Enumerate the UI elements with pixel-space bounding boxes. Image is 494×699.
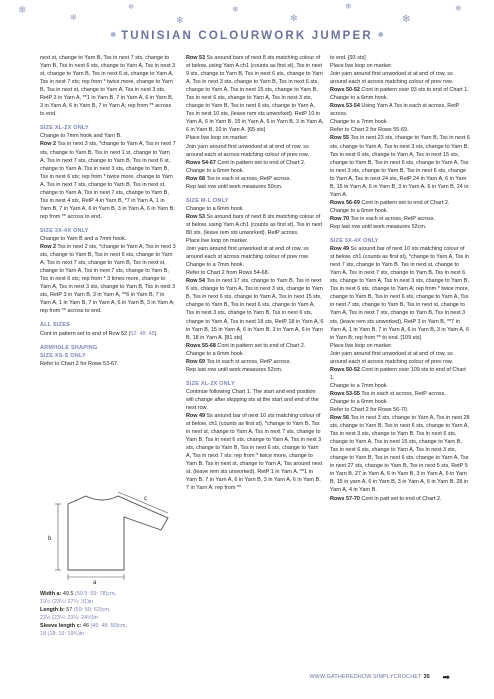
page-footer: [0, 672, 494, 684]
measurement-width-in: 19½ (23¼: 27¼: 31)in: [40, 599, 94, 606]
row-label: Row 2: [40, 244, 57, 251]
column-2: [186, 54, 324, 492]
paragraph: [186, 358, 324, 366]
paragraph: [330, 199, 470, 207]
row-text: Tss in each st across, RetP across.: [359, 390, 446, 397]
row-label: Row 2: [40, 141, 57, 148]
paragraph: [330, 414, 470, 494]
snowflake-icon: ❄: [345, 2, 352, 11]
label-b: b: [48, 536, 52, 542]
paragraph: Change to a 7mm hook.: [330, 382, 389, 389]
paragraph: [40, 330, 176, 338]
snowflake-icon: ❄: [232, 5, 239, 14]
paragraph: [186, 277, 324, 341]
paragraph: [330, 86, 470, 94]
row-label: Rows 57-70: [330, 495, 360, 502]
size-values: (46: 48: 50)cm,: [88, 623, 128, 630]
paragraph: Join yarn around first unworked st at end of row, ss around each st across matching colour of prev row.: [186, 246, 310, 261]
label-c: c: [144, 496, 147, 502]
row-label: Row 68: [186, 175, 206, 182]
paragraph: Place live loop on marker.: [186, 135, 249, 142]
schematic-svg: [40, 484, 178, 584]
paragraph: Refer to Chart 2 for Rows 53-67.: [40, 360, 119, 367]
paragraph: Refer to Chart 2 for Rows 56-70.: [330, 407, 409, 414]
paragraph: to end. [93 sts]: [330, 55, 366, 61]
row-text: Cont in pattern set to end of Chart 2.: [215, 159, 306, 166]
snowflake-icon: ❄: [377, 32, 384, 39]
footer-url: [309, 674, 430, 680]
paragraph: Join yarn around first unworked st at end of row, ss around each st across matching colour of prev row.: [330, 350, 454, 365]
row-label: Row 53: [186, 213, 206, 220]
paragraph: next st, change to Yarn B, Tss in next 7 sts, change to Yarn B, Tss in next 6 sts, change to Yarn A, Tss in next 3 st, change to Yarn B, Tss in next 6 st, change to Yarn A, Tss in next 7 sts; rep from * twice more, change to Yarn B, Tss in next st, change to Yarn A, Tss in next 3 sts, RetP 3 in Yarn A, **1 in Yarn B, 7 in Yarn A, 6 in Yarn B, 3 in Yarn A, 6 in Yarn B, 7 in Yarn A; rep from ** across to end.: [40, 55, 176, 118]
paragraph: [186, 342, 324, 350]
row-label: Rows 55-68: [186, 342, 216, 349]
snowflake-icon: ✻: [290, 13, 298, 23]
text: Cont in pattern set to end of Row 52 (: [40, 330, 131, 337]
paragraph: Rep last row until work measures 52cm.: [186, 366, 283, 373]
value: 46: [82, 623, 89, 630]
row-text: Cont in pattern set to end of Chart 2.: [359, 199, 450, 206]
row-text: Tss in next 3 sts, change to Yarn A, Tss in next 28 sts, change to Yarn B, Tss in next 6 sts, change to Yarn A, Tss in next 3 sts, change to Yarn B, Tss in next 6 sts, change to Yarn A, Tss in next 15 sts, change to Yarn B, Tss in next 6 sts, change to Yarn A, Tss in next 3 sts, change to Yarn B, Tss in next 6 sts, change to Yarn A, Tss in next 27 sts, change to Yarn B, Tss in next 5 sts, RetP 5 in Yarn B, 27 in Yarn A, 6 in Yarn B, 3 in Yarn A, 6 in Yarn B, 15 in yarn A, 6 in Yarn B, 3 in Yarn A, 6 in Yarn B, 28 in Yarn A, 4 in Yarn B.: [330, 415, 470, 494]
section-heading: SIZE 3X-4X ONLY: [40, 227, 89, 234]
measurement-length-in: 22½ (23¼: 23¼: 24½)in: [40, 615, 98, 622]
row-text: Tss in next 17 sts, change to Yarn B, Tss in next 6 sts, change to Yarn A, Tss in next 3 sts, change to Yarn B, Tss in next 6 sts, change to Yarn A, Tss in next 15 sts, change to Yarn B, Tss in next 6 sts, change to Yarn A, Tss in next 3 sts, change to Yarn B, Tss in next 6 sts, change to Yarn A, Tss in next 18 sts, RetP 18 in Yarn A, 6 in Yarn B, 15 in Yarn A, 6 in Yarn B, 3 in Yarn A, 6 in Yarn B, 18 in Yarn A. [81 sts]: [186, 278, 324, 341]
section-heading: SIZE XL-2X ONLY: [186, 380, 235, 387]
snowflake-icon: ✻: [402, 14, 411, 25]
section-heading: SIZE 3X-4X ONLY: [330, 238, 379, 245]
snowflake-icon: ❄: [455, 4, 462, 13]
size-values: (59: 59: 62)cm,: [72, 607, 111, 614]
paragraph: Rep last row until work measures 50cm.: [186, 183, 283, 190]
label-a: a: [93, 580, 97, 584]
row-label: Rows 50-52: [330, 87, 360, 94]
arrow-right-icon: ➡: [442, 672, 450, 682]
paragraph: Change to a 7mm hook.: [186, 262, 245, 269]
value: 57: [66, 607, 73, 614]
row-text: Ss around bar of next 10 sts matching colour of st below, ch1 (counts as first st), *change to Yarn A, Tss in next 7 sts, change to Yarn B, Tss in next st, change to Yarn A, Tss in next 7 sts, change to Yarn B, Tss in next 6 sts, change to Yarn A, Tss in next 3 sts, change to Yarn B, Tss in next 6 sts, change to Yarn A; rep from * twice more, change to Yarn B, Tss in next 6 sts, change to Yarn A, Tss in next 7 sts, change to Yarn B, Tss in next st, change to Yarn A, Tss in next 7 sts, change to Yarn B, Tss in next 3 sts, (leave rem sts unworked), RetP 3 in Yarn B, **7 in Yarn A, 1 in Yarn B, 7 in Yarn A, 6 in Yarn B, 3 in Yarn A, 6 in Yarn B; rep from ** to end. [109 sts]: [330, 246, 470, 341]
measurement-sleeve-in: 18 (18: 19: 19¾)in: [40, 631, 85, 638]
row-text: Tss in each st across, RetP across.: [205, 358, 291, 365]
row-text: Ss around bars of next 8 sts matching colour of st below, using Yarn A ch1 (counts as first st), Tss in next 9 sts, change to Yarn B, Tss in next 6 sts, change to Yarn A, Tss in next 3 sts, change to Yarn B, Tss in next 6 sts, change to Yarn A, Tss in next 15 sts, change to Yarn B, Tss in next 6 sts, change to Yarn A, Tss in next 3 sts, change to Yarn B, Tss in next 6 sts, change to Yarn A, Tss in next 10 sts, (leave rem sts unworked). RetP 10 in Yarn A, 6 in Yarn B, 15 in Yarn A, 6 in Yarn B, 3 in Yarn A, 6 in Yarn B, 10 in Yarn A. [65 sts]: [186, 55, 324, 134]
paragraph: [330, 102, 470, 118]
label: Width a:: [40, 591, 63, 597]
paragraph: Change to Yarn B and a 7mm hook.: [40, 235, 127, 242]
paragraph: Place live loop on marker.: [186, 238, 249, 245]
snowflake-icon: ❄: [18, 5, 27, 16]
row-label: Rows 53-55: [330, 390, 360, 397]
paragraph: [40, 140, 176, 220]
row-text: Cont in pattern set to end of Chart 2.: [215, 342, 306, 349]
row-text: Tss in next 3 sts, *change to Yarn A, Tss in next 7 sts, change to Yarn B, Tss in next 1 st, change to Yarn A, Tss in next 7 sts, change to Yarn B, Tss in next 6 st, change to Yarn A, Tss in next 3 sts, change to Yarn B, Tss in next 6 sts; rep from * twice more, change to Yarn A, Tss in next 7 sts, change to Yarn B, Tss in next st, change to Yarn A, Tss in next 7 sts, change to Yarn B, Tss in next 4 sts, RetP 4 in Yarn B, *7 in Yarn A, 1 in Yarn B, 7 in Yarn A, 6 in Yarn B, 3 in Yarn A, 6 in Yarn B; rep from ** across to end.: [40, 141, 176, 220]
snowflake-icon: ✻: [176, 15, 184, 25]
page-header: [0, 30, 494, 42]
paragraph: Change to a 6mm hook.: [330, 95, 389, 102]
paragraph: [40, 243, 176, 315]
column-3: [330, 54, 470, 503]
paragraph: [330, 134, 470, 198]
label: Length b:: [40, 607, 67, 614]
paragraph: Change to a 7mm hook.: [330, 119, 389, 126]
section-heading: SIZE M-L ONLY: [186, 197, 229, 204]
row-label: Row 69: [186, 358, 206, 365]
section-heading: SIZE XL-2X ONLY: [40, 125, 89, 132]
row-label: Row 55: [330, 135, 350, 142]
header-title: TUNISIAN COLOURWORK JUMPER: [121, 30, 373, 42]
row-label: Rows 56-69: [330, 199, 360, 206]
row-text: Tss in next 2 sts, *change to Yarn A, Tss in next 3 sts, change to Yarn B, Tss in next 6 sts, change to Yarn A, Tss in next 7 sts, change to Yarn B, Tss in next st, change to Yarn A, Tss in next 7 sts, change to Yarn B, Tss in next 6 sts; rep from * 3 times more, change to Yarn A, Tss in next 3 sts, change to Yarn B, Tss in next 3 sts, RetP 3 in Yarn B, 3 in Yarn A, **6 in Yarn B, 7 in Yarn A, 1 in Yarn B, 7 in Yarn A, 6 in Yarn B, 3 in Yarn A; rep from ** across to end.: [40, 244, 176, 315]
row-text: Ss around bar of next 10 sts matching colour of st below, ch1 (counts as first st), *change to Yarn B, Tss in next st, change to Yarn A, Tss in next 7 sts, change to Yarn B, Tss in next 6 sts, change to Yarn A, Tss in next 3 sts, change to Yarn B, Tss in next 6 sts, change to Yarn A, Tss in next 7 sts; rep from * twice more, change to Yarn B, Tss in next st, change to Yarn A, Tss around next st, (leave rem sts unworked), RetP 1 in Yarn A, **1 in Yarn B, 7 in Yarn A, 6 in Yarn B, 3 in Yarn A, 6 in Yarn B, 7 in Yarn A; rep from **: [186, 413, 323, 492]
paragraph: [330, 390, 470, 398]
measurement-sleeve: [40, 622, 176, 630]
paragraph: [330, 495, 470, 503]
paragraph: [186, 159, 324, 167]
row-label: Row 53: [186, 55, 206, 61]
paragraph: Change to 7mm hook and Yarn B.: [40, 133, 122, 140]
column-1: [40, 54, 176, 368]
paragraph: Join yarn around first unworked st at end of row, ss around each st across matching colour of prev row.: [330, 71, 454, 86]
row-text: Tss in each st across, RetP across.: [349, 215, 435, 222]
section-heading: ALL SIZES: [40, 322, 70, 329]
row-label: Row 70: [330, 215, 350, 222]
paragraph: Change to a 6mm hook.: [186, 205, 245, 212]
row-text: Cont in pattern over 109 sts to end of Chart 1.: [330, 366, 466, 381]
paragraph: Continue following Chart 1. The start and end position will change after skipping sts at the start and end of the next row.: [186, 388, 319, 411]
row-label: Row 54: [186, 278, 206, 285]
measurement-width: [40, 590, 176, 598]
measurement-length: [40, 606, 176, 614]
row-label: Rows 53-54: [330, 103, 360, 110]
row-text: Tss in each st across, RetP across.: [205, 175, 291, 182]
website-url: WWW.GATHEREDHOW.SIMPLYCROCHET: [309, 674, 422, 680]
row-text: Ss around bars of next 8 sts matching colour of st below, using Yarn A ch1 (counts as first st), Tss in next 80 sts, (leave rem sts unworked), RetP across.: [186, 213, 322, 236]
paragraph: Change to a 6mm hook.: [330, 398, 389, 405]
size-values: 52: 48: 48: [130, 330, 155, 337]
jumper-schematic: [40, 484, 178, 584]
row-text: Tss in next 23 sts, change to Yarn B, Tss in next 6 sts, change to Yarn A, Tss in next 3 sts, change to Yarn B, Tss in next 6 sts, change to Yarn A, Tss in next 15 sts, change to Yarn B, Tss in next 6 sts, change to Yarn A, Tss in next 3 sts, change to Yarn B, Tss in next 6 sts, change to Yarn A, Tss in next 24 sts, RetP 24 in Yarn A, 6 in Yarn B, 15 in Yarn A, 6 in Yarn B, 3 in Yarn A, 6 in Yarn B, 24 in Yarn A.: [330, 135, 470, 198]
sleeve-measure-line: [118, 492, 168, 513]
paragraph: Refer to Chart 2 for Rows 55-69.: [330, 127, 409, 134]
measurements: [40, 590, 176, 638]
section-subheading: SIZE XS-S ONLY: [40, 352, 86, 359]
paragraph: Rep last row until work measures 52cm.: [330, 223, 427, 230]
paragraph: Refer to Chart 2 from Rows 54-68.: [186, 270, 270, 277]
paragraph: [330, 215, 470, 223]
paragraph: Change to a 6mm hook.: [186, 350, 245, 357]
label: Sleeve length c:: [40, 623, 83, 630]
row-label: Row 56: [330, 415, 350, 422]
snowflake-icon: ❄: [128, 4, 134, 11]
page-number: 35: [423, 674, 430, 680]
paragraph: Place live loop on marker.: [330, 342, 393, 349]
paragraph: [186, 412, 324, 492]
row-label: Rows 50-52: [330, 366, 360, 373]
value: 49.5: [62, 591, 74, 597]
row-label: Rows 54-67: [186, 159, 216, 166]
row-label: Row 49: [186, 413, 206, 420]
text: ).: [154, 330, 158, 337]
paragraph: [186, 175, 324, 183]
jumper-outline: [68, 496, 168, 570]
paragraph: [330, 245, 470, 342]
row-text: Cont in pattern over 93 sts to end of Chart 1.: [359, 87, 469, 94]
row-text: Using Yarn A Tss in each st across, RetP across.: [330, 103, 460, 118]
size-values: (59.5: 69: 78)cm,: [73, 591, 117, 597]
paragraph: Join yarn around first unworked st at end of row, ss around each st across matching colour of prev row.: [186, 143, 310, 158]
paragraph: [186, 213, 324, 237]
snowflake-icon: ❄: [110, 32, 117, 39]
paragraph: [330, 366, 470, 382]
section-heading: ARMHOLE SHAPING: [40, 344, 98, 351]
row-text: Cont in patt set to end of Chart 2.: [359, 495, 442, 502]
row-label: Row 49: [330, 246, 350, 253]
paragraph: Change to a 6mm hook.: [330, 207, 389, 214]
paragraph: Place live loop on marker.: [330, 63, 393, 70]
paragraph: Change to a 6mm hook.: [186, 167, 245, 174]
paragraph: [186, 54, 324, 134]
snowflake-icon: ✻: [70, 13, 77, 22]
